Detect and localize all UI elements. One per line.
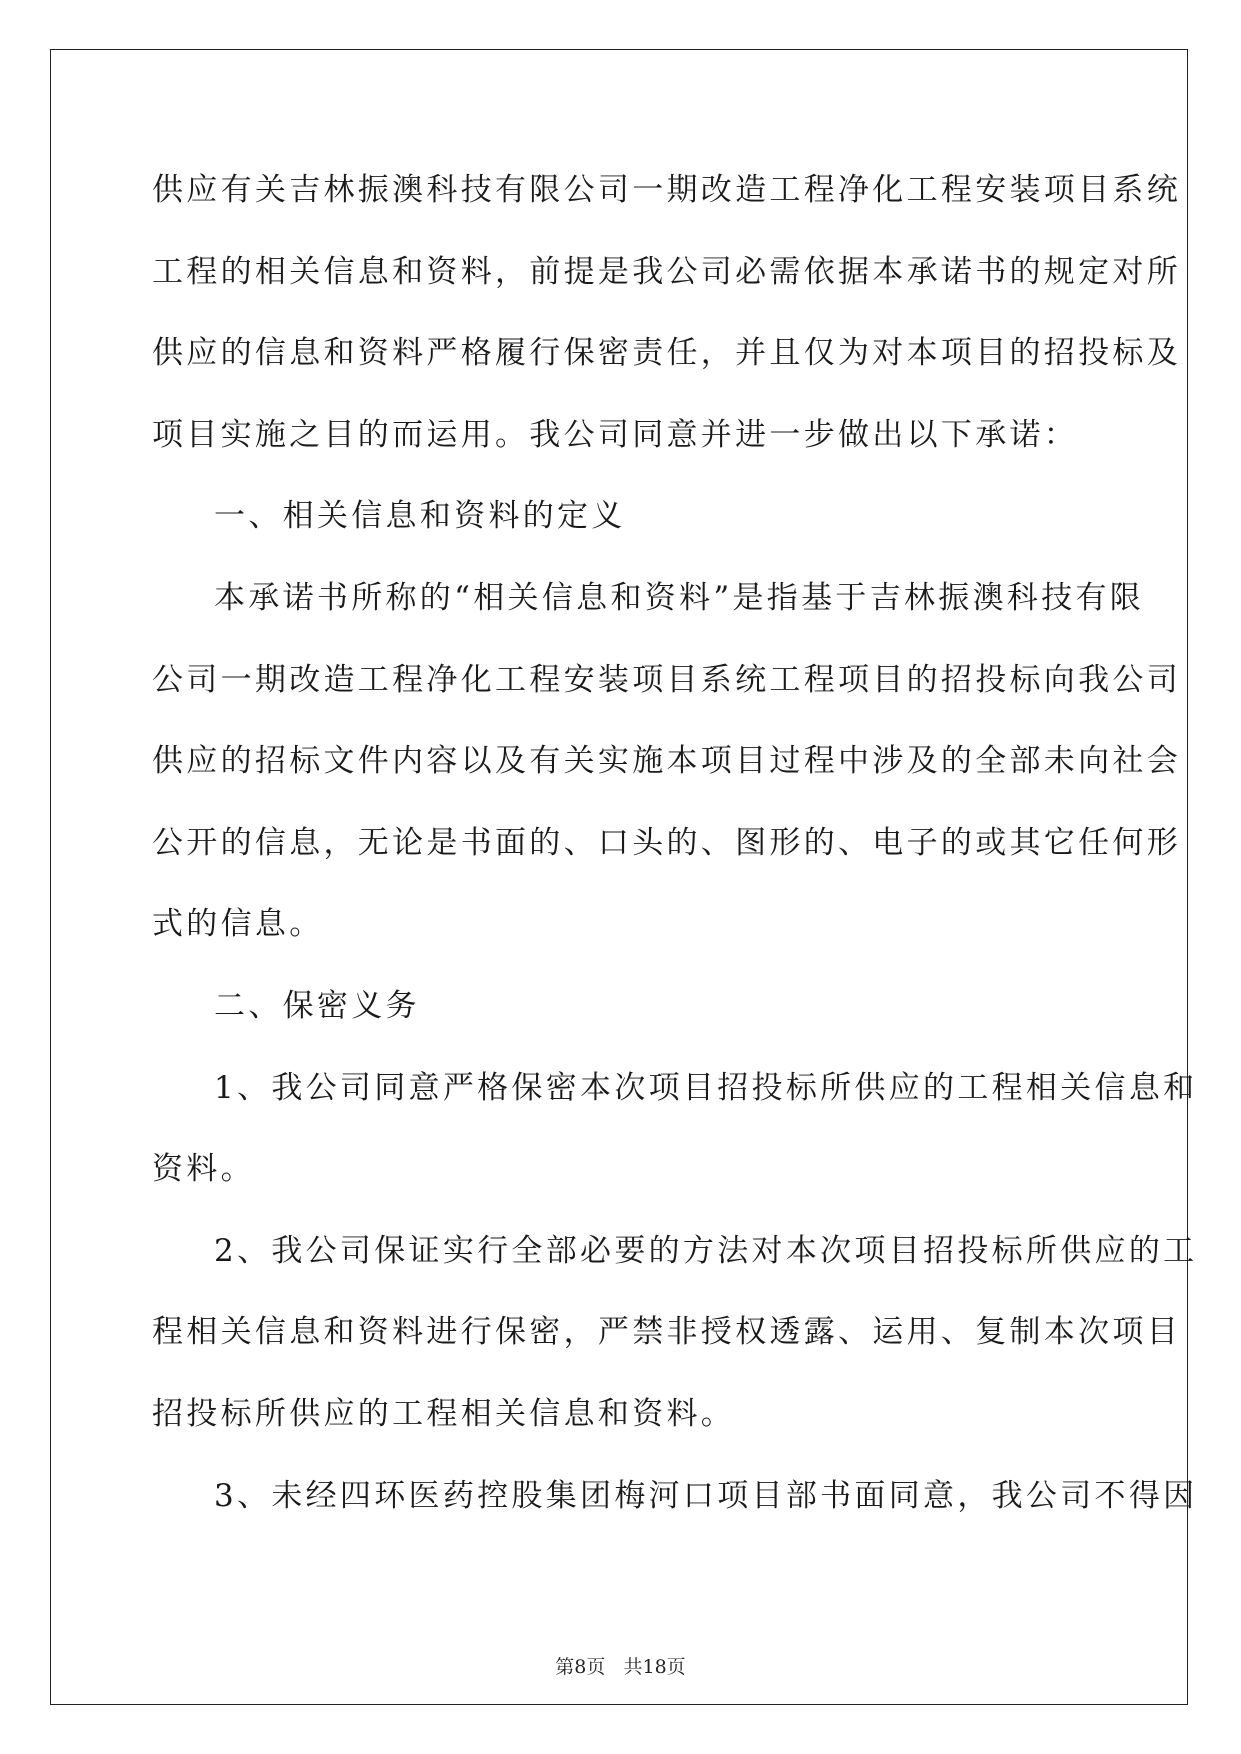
text-line: 资料。 (152, 1151, 255, 1188)
text-line: 二、保密义务 (214, 987, 420, 1024)
text-line: 公开的信息，无论是书面的、口头的、图形的、电子的或其它任何形 (152, 824, 1181, 861)
text-line: 本承诺书所称的“相关信息和资料”是指基于吉林振澳科技有限 (214, 579, 1145, 616)
text-line: 1、我公司同意严格保密本次项目招投标所供应的工程相关信息和 (214, 1069, 1198, 1106)
text-line: 供应的信息和资料严格履行保密责任，并且仅为对本项目的招投标及 (152, 335, 1181, 372)
text-line: 2、我公司保证实行全部必要的方法对本次项目招投标所供应的工 (214, 1232, 1198, 1269)
text-line: 3、未经四环医药控股集团梅河口项目部书面同意，我公司不得因 (214, 1477, 1198, 1514)
document-body (152, 160, 1198, 1547)
page-number-footer: 第8页 共18页 (555, 1656, 686, 1678)
text-line: 工程的相关信息和资料，前提是我公司必需依据本承诺书的规定对所 (152, 253, 1181, 290)
text-line: 招投标所供应的工程相关信息和资料。 (152, 1395, 736, 1432)
text-line: 项目实施之目的而运用。我公司同意并进一步做出以下承诺： (152, 416, 1079, 453)
text-line: 公司一期改造工程净化工程安装项目系统工程项目的招投标向我公司 (152, 661, 1181, 698)
text-line: 式的信息。 (152, 906, 324, 943)
text-line: 供应有关吉林振澳科技有限公司一期改造工程净化工程安装项目系统 (152, 172, 1181, 208)
text-line: 程相关信息和资料进行保密，严禁非授权透露、运用、复制本次项目 (152, 1314, 1181, 1351)
text-line: 一、相关信息和资料的定义 (214, 498, 626, 535)
text-line: 供应的招标文件内容以及有关实施本项目过程中涉及的全部未向社会 (152, 743, 1181, 780)
